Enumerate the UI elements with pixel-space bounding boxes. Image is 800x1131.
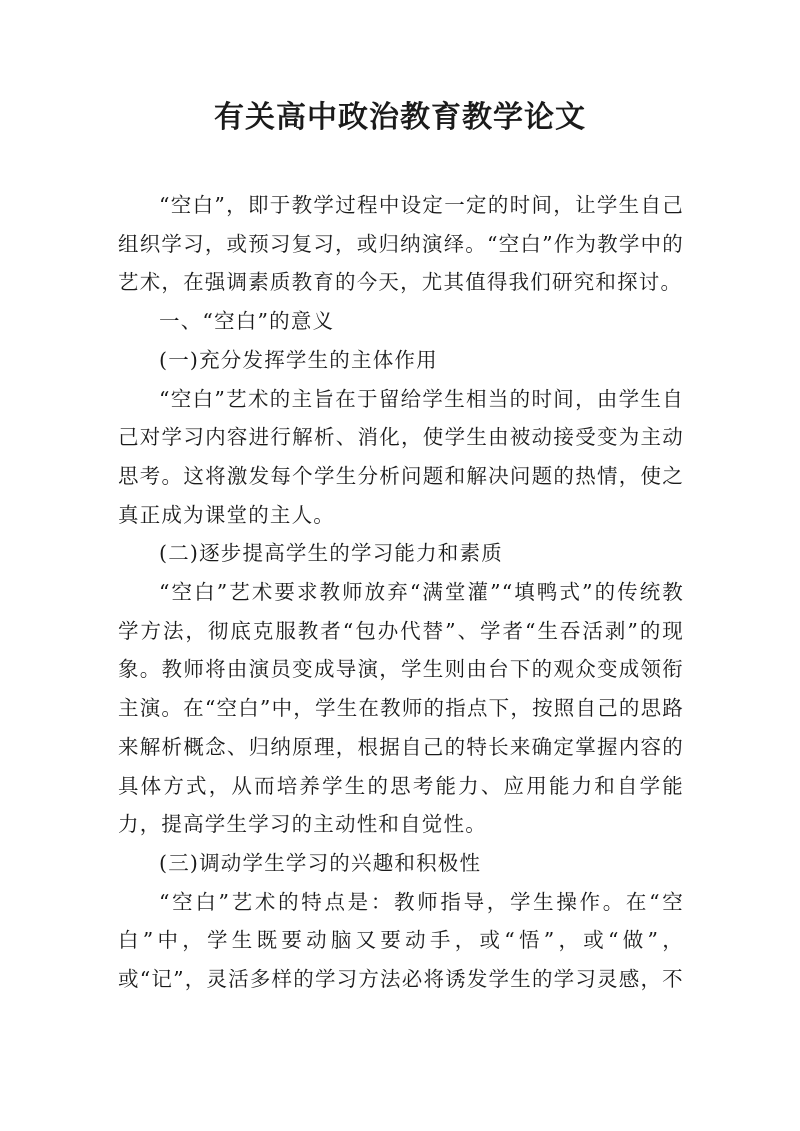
subsection-heading-3: (三)调动学生学习的兴趣和积极性 bbox=[159, 850, 482, 875]
document-title: 有关高中政治教育教学论文 bbox=[214, 100, 586, 135]
paragraph-subsection-2: “空白”艺术要求教师放弃“满堂灌”“填鸭式”的传统教学方法，彻底克服教者“包办代替”、学者“生吞活剥”的现象。教师将由演员变成导演，学生则由台下的观众变成领衔主演。在“空白”中，学生在教师的指点下，按照自己的思路来解析概念、归纳原理，根据自己的特长来确定掌握内容的具体方式，从而培养学生的思考能力、应用能力和自学能力，提高学生学习的主动性和自觉性。 bbox=[118, 580, 684, 837]
section-heading-1: 一、“空白”的意义 bbox=[159, 309, 335, 334]
document-body bbox=[118, 186, 684, 999]
paragraph-subsection-3: “空白”艺术的特点是：教师指导，学生操作。在“空白”中，学生既要动脑又要动手，或“悟”，或“做”，或“记”，灵活多样的学习方法必将诱发学生的学习灵感，不 bbox=[118, 889, 684, 992]
subsection-heading-2: (二)逐步提高学生的学习能力和素质 bbox=[159, 541, 503, 566]
paragraph-subsection-1: “空白”艺术的主旨在于留给学生相当的时间，由学生自己对学习内容进行解析、消化，使学生由被动接受变为主动思考。这将激发每个学生分析问题和解决问题的热情，使之真正成为课堂的主人。 bbox=[118, 386, 684, 527]
paragraph-intro: “空白”，即于教学过程中设定一定的时间，让学生自己组织学习，或预习复习，或归纳演绎。“空白”作为教学中的艺术，在强调素质教育的今天，尤其值得我们研究和探讨。 bbox=[118, 193, 684, 295]
subsection-heading-1: (一)充分发挥学生的主体作用 bbox=[159, 347, 438, 372]
